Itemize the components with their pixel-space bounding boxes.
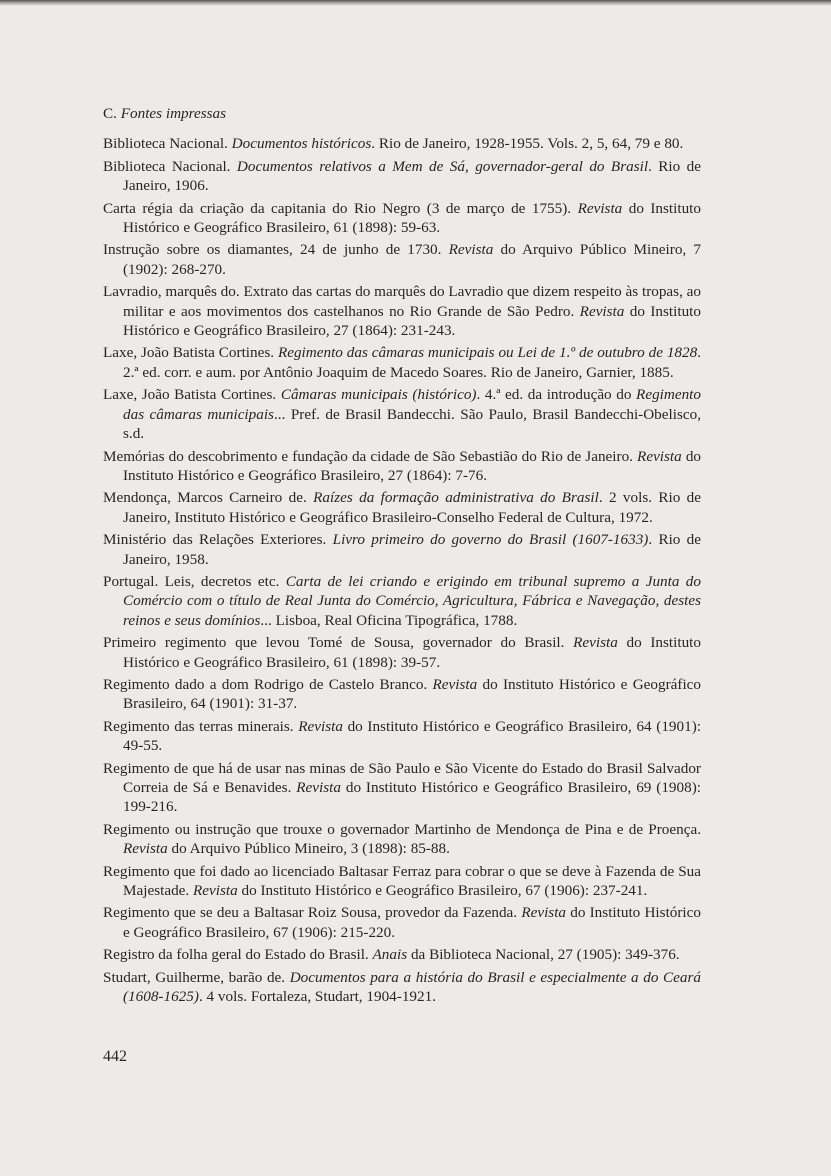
- entry-post: do Instituto Histórico e Geográfico Brasileiro, 67 (1906): 237-241.: [237, 882, 648, 900]
- entry-post: do Arquivo Público Mineiro, 7 (1902): 268-270.: [123, 241, 702, 278]
- entry-post: . 2 vols. Rio de Janeiro, Instituto Histórico e Geográfico Brasileiro-Conselho Federal de Cultura, 1972.: [123, 489, 702, 526]
- entry-post: do Instituto Histórico e Geográfico Brasileiro, 61 (1898): 59-63.: [123, 199, 701, 237]
- entry-italic-2: Regimento das câmaras municipais: [123, 386, 701, 423]
- entry-italic: Revista: [521, 904, 567, 922]
- section-heading: [103, 104, 701, 123]
- entry-pre: Lavradio, marquês do. Extrato das cartas do marquês do Lavradio que dizem respeito às tropas, ao militar e aos movimentos dos castelhanos no Rio Grande de São Pedro.: [103, 283, 702, 320]
- page-number: 442: [103, 1048, 127, 1065]
- entry-post: da Biblioteca Nacional, 27 (1905): 349-376.: [407, 946, 680, 964]
- entry-pre: Primeiro regimento que levou Tomé de Sousa, governador do Brasil.: [103, 634, 574, 652]
- entry-italic: Documentos relativos a Mem de Sá, governador-geral do Brasil: [236, 157, 649, 175]
- entry-italic: Câmaras municipais (histórico): [280, 386, 477, 404]
- entry-post: do Instituto Histórico e Geográfico Brasileiro, 67 (1906): 215-220.: [123, 904, 701, 941]
- bibliography-entry: [103, 862, 701, 901]
- entry-pre: Laxe, João Batista Cortines.: [103, 344, 278, 362]
- bibliography-entry: [103, 945, 701, 964]
- bibliography-entry: [103, 134, 701, 153]
- entry-pre: Portugal. Leis, decretos etc.: [103, 572, 286, 590]
- bibliography-section: [103, 104, 701, 1009]
- entry-pre: Regimento que se deu a Baltasar Roiz Sousa, provedor da Fazenda.: [103, 904, 522, 922]
- entry-italic: Carta de lei criando e erigindo em tribunal supremo a Junta do Comércio com o título de Real Junta do Comércio, Agricultura, Fábrica e Navegação, destes reinos e seus domínios: [123, 572, 701, 629]
- entry-post: . 2.ª ed. corr. e aum. por Antônio Joaquim de Macedo Soares. Rio de Janeiro, Garnier, 1885.: [123, 344, 701, 381]
- entry-pre: Regimento das terras minerais.: [103, 717, 299, 735]
- entry-italic: Anais: [372, 946, 408, 964]
- entry-post: . 4 vols. Fortaleza, Studart, 1904-1921.: [198, 988, 436, 1006]
- bibliography-entry: [103, 820, 701, 859]
- bibliography-entry: [103, 968, 701, 1007]
- section-title: Fontes impressas: [120, 105, 227, 122]
- entry-italic: Revista: [298, 717, 343, 735]
- entry-pre: Biblioteca Nacional.: [103, 157, 237, 175]
- bibliography-entry: [103, 633, 701, 672]
- entry-post: do Arquivo Público Mineiro, 3 (1898): 85-88.: [167, 840, 450, 858]
- entry-post: do Instituto Histórico e Geográfico Brasileiro, 27 (1864): 231-243.: [123, 302, 701, 340]
- bibliography-entry: [103, 759, 701, 817]
- entry-pre: Regimento dado a dom Rodrigo de Castelo Branco.: [103, 675, 433, 693]
- bibliography-entry: [103, 488, 701, 527]
- bibliography-entry: [103, 385, 701, 443]
- entry-italic: Revista: [193, 882, 238, 900]
- bibliography-entry: [103, 675, 701, 714]
- bibliography-entry: [103, 572, 701, 630]
- bibliography-entry: [103, 240, 701, 279]
- entry-italic: Revista: [448, 241, 494, 259]
- entry-italic: Livro primeiro do governo do Brasil (1607-1633): [332, 531, 649, 549]
- entry-pre: Memórias do descobrimento e fundação da cidade de São Sebastião do Rio de Janeiro.: [103, 447, 638, 465]
- entry-italic: Revista: [296, 779, 341, 796]
- entry-post: ... Lisboa, Real Oficina Tipográfica, 1788.: [260, 611, 518, 629]
- bibliography-list: [103, 134, 701, 1006]
- entry-post: do Instituto Histórico e Geográfico Brasileiro, 27 (1864): 7-76.: [123, 447, 702, 484]
- entry-pre: Regimento que foi dado ao licenciado Baltasar Ferraz para cobrar o que se deve à Fazenda de Sua Majestade.: [103, 862, 701, 900]
- entry-pre: Biblioteca Nacional.: [103, 135, 232, 153]
- bibliography-entry: [103, 717, 701, 756]
- entry-italic: Revista: [123, 840, 168, 858]
- entry-italic: Raízes da formação administrativa do Brasil: [313, 489, 599, 507]
- entry-pre: Instrução sobre os diamantes, 24 de junho de 1730.: [103, 241, 449, 259]
- bibliography-entry: [103, 157, 701, 196]
- entry-italic: Documentos para a história do Brasil e especialmente a do Ceará (1608-1625): [123, 968, 701, 1006]
- entry-post: . 4.ª ed. da introdução do: [476, 386, 637, 404]
- entry-italic: Revista: [577, 199, 623, 217]
- entry-pre: Laxe, João Batista Cortines.: [103, 386, 281, 404]
- entry-italic: Revista: [579, 302, 625, 320]
- entry-pre: Ministério das Relações Exteriores.: [103, 531, 333, 549]
- entry-italic: Regimento das câmaras municipais ou Lei de 1.º de outubro de 1828: [277, 344, 698, 362]
- entry-pre: Mendonça, Marcos Carneiro de.: [103, 489, 314, 507]
- scan-edge: [0, 0, 831, 6]
- bibliography-entry: [103, 343, 701, 382]
- entry-pre: Regimento de que há de usar nas minas de São Paulo e São Vicente do Estado do Brasil Salvador Correia de Sá e Benavides.: [103, 759, 701, 796]
- entry-post: . Rio de Janeiro, 1906.: [123, 157, 701, 195]
- entry-post: do Instituto Histórico e Geográfico Brasileiro, 61 (1898): 39-57.: [123, 634, 701, 671]
- entry-post: do Instituto Histórico e Geográfico Brasileiro, 69 (1908): 199-216.: [123, 779, 701, 816]
- bibliography-entry: [103, 903, 701, 942]
- entry-pre: Regimento ou instrução que trouxe o governador Martinho de Mendonça de Pina e de Proença.: [103, 820, 701, 838]
- entry-post: do Instituto Histórico e Geográfico Brasileiro, 64 (1901): 31-37.: [123, 675, 701, 713]
- entry-post: do Instituto Histórico e Geográfico Brasileiro, 64 (1901): 49-55.: [123, 717, 701, 755]
- entry-post: . Rio de Janeiro, 1928-1955. Vols. 2, 5, 64, 79 e 80.: [371, 135, 684, 153]
- entry-pre: Registro da folha geral do Estado do Brasil.: [103, 946, 373, 964]
- bibliography-entry: [103, 530, 701, 569]
- bibliography-entry: [103, 447, 701, 486]
- entry-pre: Carta régia da criação da capitania do Rio Negro (3 de março de 1755).: [103, 199, 578, 217]
- entry-italic: Revista: [432, 675, 478, 693]
- entry-pre: Studart, Guilherme, barão de.: [103, 968, 290, 986]
- bibliography-entry: [103, 199, 701, 238]
- entry-italic: Revista: [573, 634, 618, 652]
- entry-post-2: ... Pref. de Brasil Bandecchi. São Paulo, Brasil Bandecchi-Obelisco, s.d.: [123, 405, 702, 443]
- bibliography-entry: [103, 282, 701, 340]
- entry-italic: Revista: [637, 447, 682, 465]
- entry-post: . Rio de Janeiro, 1958.: [123, 531, 701, 568]
- section-letter: C.: [103, 105, 117, 122]
- entry-italic: Documentos históricos: [231, 135, 372, 153]
